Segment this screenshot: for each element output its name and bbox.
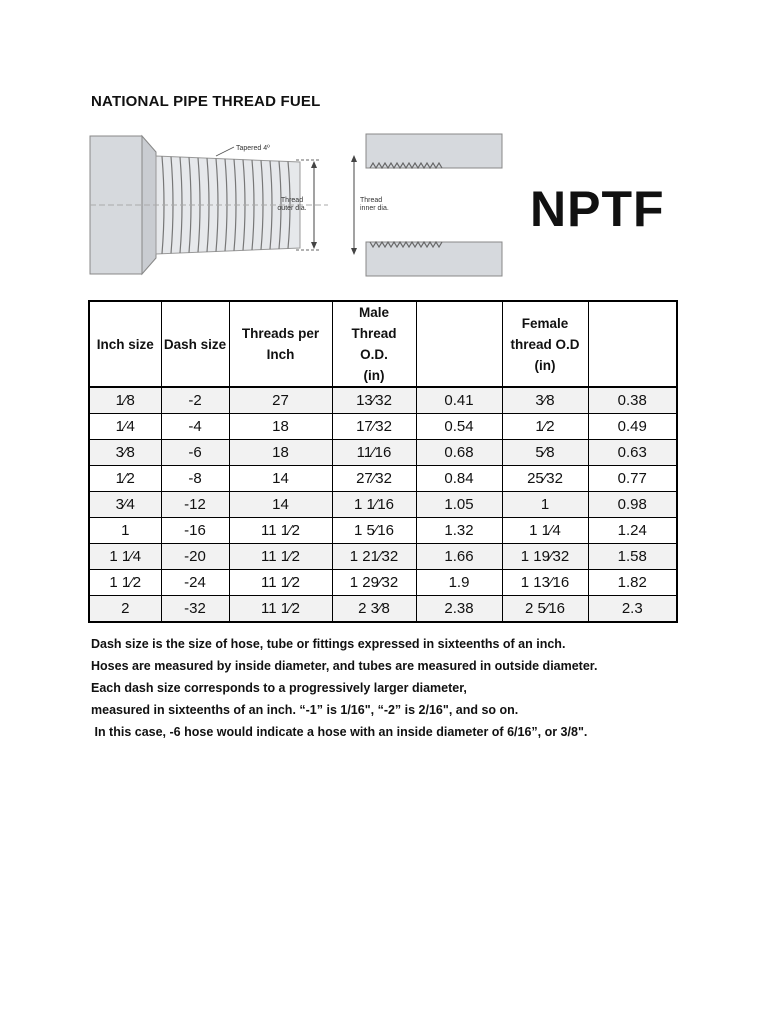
table-cell: -32 bbox=[161, 596, 229, 623]
table-row bbox=[89, 466, 677, 492]
table-cell: 1 1⁄2 bbox=[89, 570, 161, 596]
table-cell: 1 bbox=[502, 492, 588, 518]
nptf-spec-table bbox=[88, 300, 678, 623]
table-row bbox=[89, 544, 677, 570]
table-cell: 0.54 bbox=[416, 414, 502, 440]
table-cell: -8 bbox=[161, 466, 229, 492]
table-cell: 2.38 bbox=[416, 596, 502, 623]
outer-dia-label-1: Thread bbox=[280, 197, 304, 204]
table-cell: 1 29⁄32 bbox=[332, 570, 416, 596]
table-cell: 3⁄8 bbox=[89, 440, 161, 466]
table-cell: 1.82 bbox=[588, 570, 677, 596]
table-cell: 1.24 bbox=[588, 518, 677, 544]
table-cell: 1 bbox=[89, 518, 161, 544]
outer-dia-label-2: outer dia. bbox=[277, 205, 307, 212]
table-header-row bbox=[89, 301, 677, 387]
column-header: Female thread O.D (in) bbox=[502, 301, 588, 387]
notes-block bbox=[91, 633, 597, 743]
table-cell: 1⁄8 bbox=[89, 387, 161, 414]
column-header: Male Thread O.D. (in) bbox=[332, 301, 416, 387]
table-cell: 0.63 bbox=[588, 440, 677, 466]
taper-label: Tapered 4º bbox=[236, 145, 270, 152]
table-cell: 27⁄32 bbox=[332, 466, 416, 492]
column-header: Threads per Inch bbox=[229, 301, 332, 387]
table-cell: 18 bbox=[229, 414, 332, 440]
table-row bbox=[89, 596, 677, 623]
table-cell: 0.41 bbox=[416, 387, 502, 414]
table-cell: 0.68 bbox=[416, 440, 502, 466]
note-line: Hoses are measured by inside diameter, and tubes are measured in outside diameter. bbox=[91, 659, 598, 673]
table-cell: 0.49 bbox=[588, 414, 677, 440]
table-cell: 2 3⁄8 bbox=[332, 596, 416, 623]
table-row bbox=[89, 570, 677, 596]
note-line: Dash size is the size of hose, tube or fittings expressed in sixteenths of an inch. bbox=[91, 637, 566, 651]
nptf-heading: NPTF bbox=[530, 181, 665, 237]
table-cell: 0.84 bbox=[416, 466, 502, 492]
table-cell: 1⁄2 bbox=[502, 414, 588, 440]
table-body bbox=[89, 387, 677, 622]
table-cell: 14 bbox=[229, 466, 332, 492]
table-cell: 1⁄2 bbox=[89, 466, 161, 492]
table-cell: 14 bbox=[229, 492, 332, 518]
table-cell: 0.77 bbox=[588, 466, 677, 492]
thread-diagram bbox=[88, 130, 506, 280]
table-cell: -24 bbox=[161, 570, 229, 596]
column-header bbox=[416, 301, 502, 387]
note-line: measured in sixteenths of an inch. “-1” is 1/16", “-2” is 2/16", and so on. bbox=[91, 703, 519, 717]
table-cell: 1⁄4 bbox=[89, 414, 161, 440]
table-cell: -12 bbox=[161, 492, 229, 518]
table-cell: 11 1⁄2 bbox=[229, 570, 332, 596]
inner-dia-label-1: Thread bbox=[360, 197, 383, 204]
table-cell: 27 bbox=[229, 387, 332, 414]
table-cell: 1.9 bbox=[416, 570, 502, 596]
note-line: In this case, -6 hose would indicate a hose with an inside diameter of 6/16”, or 3/8". bbox=[91, 725, 588, 739]
table-cell: 1 1⁄4 bbox=[89, 544, 161, 570]
table-cell: -6 bbox=[161, 440, 229, 466]
table-cell: 1 1⁄4 bbox=[502, 518, 588, 544]
table-cell: 25⁄32 bbox=[502, 466, 588, 492]
table-row bbox=[89, 518, 677, 544]
table-cell: 1.32 bbox=[416, 518, 502, 544]
table-cell: 1 5⁄16 bbox=[332, 518, 416, 544]
table-cell: -2 bbox=[161, 387, 229, 414]
table-cell: 2 5⁄16 bbox=[502, 596, 588, 623]
table-cell: 5⁄8 bbox=[502, 440, 588, 466]
table-cell: 3⁄8 bbox=[502, 387, 588, 414]
table-cell: -16 bbox=[161, 518, 229, 544]
table-cell: 11 1⁄2 bbox=[229, 518, 332, 544]
table-row bbox=[89, 387, 677, 414]
note-line: Each dash size corresponds to a progressively larger diameter, bbox=[91, 681, 467, 695]
page-title: NATIONAL PIPE THREAD FUEL bbox=[91, 93, 321, 110]
table-cell: 17⁄32 bbox=[332, 414, 416, 440]
table-row bbox=[89, 492, 677, 518]
table-cell: 11⁄16 bbox=[332, 440, 416, 466]
table-cell: -20 bbox=[161, 544, 229, 570]
column-header: Dash size bbox=[161, 301, 229, 387]
female-top-wall bbox=[366, 134, 502, 168]
table-cell: 1.66 bbox=[416, 544, 502, 570]
table-cell: 1 21⁄32 bbox=[332, 544, 416, 570]
table-cell: 11 1⁄2 bbox=[229, 596, 332, 623]
table-cell: -4 bbox=[161, 414, 229, 440]
table-cell: 0.98 bbox=[588, 492, 677, 518]
table-cell: 0.38 bbox=[588, 387, 677, 414]
table-cell: 2.3 bbox=[588, 596, 677, 623]
column-header bbox=[588, 301, 677, 387]
inner-dia-label-2: inner dia. bbox=[360, 205, 389, 212]
table-cell: 1.05 bbox=[416, 492, 502, 518]
female-bottom-wall bbox=[366, 242, 502, 276]
table-cell: 1 19⁄32 bbox=[502, 544, 588, 570]
table-row bbox=[89, 414, 677, 440]
table-cell: 11 1⁄2 bbox=[229, 544, 332, 570]
table-row bbox=[89, 440, 677, 466]
table-cell: 1 13⁄16 bbox=[502, 570, 588, 596]
table-cell: 3⁄4 bbox=[89, 492, 161, 518]
table-cell: 1 1⁄16 bbox=[332, 492, 416, 518]
column-header: Inch size bbox=[89, 301, 161, 387]
table-cell: 18 bbox=[229, 440, 332, 466]
table-cell: 1.58 bbox=[588, 544, 677, 570]
hex-body bbox=[90, 136, 142, 274]
table-cell: 13⁄32 bbox=[332, 387, 416, 414]
table-cell: 2 bbox=[89, 596, 161, 623]
